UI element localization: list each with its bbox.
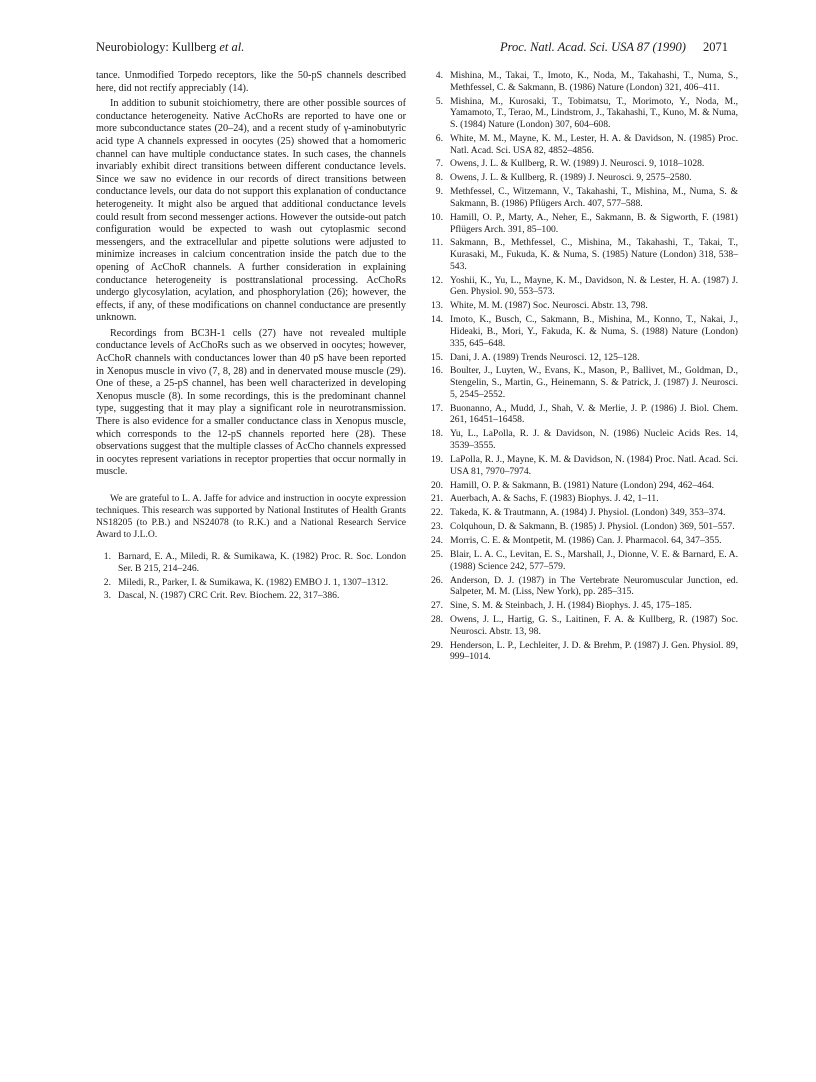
running-header bbox=[96, 40, 728, 62]
reference-text: Sakmann, B., Methfessel, C., Mishina, M., Takahashi, T., Takai, T., Kurasaki, M., Fukuda, K. & Numa, S. (1985) Nature (London) 318, 538–543. bbox=[450, 237, 738, 272]
reference-text: Colquhoun, D. & Sakmann, B. (1985) J. Physiol. (London) 369, 501–557. bbox=[450, 521, 735, 533]
reference-item bbox=[428, 454, 738, 477]
reference-item bbox=[428, 96, 738, 131]
reference-text: Methfessel, C., Witzemann, V., Takahashi, T., Mishina, M., Numa, S. & Sakmann, B. (1986) Pflügers Arch. 407, 577–588. bbox=[450, 186, 738, 209]
reference-text: Sine, S. M. & Steinbach, J. H. (1984) Biophys. J. 45, 175–185. bbox=[450, 600, 692, 612]
reference-item bbox=[428, 640, 738, 663]
reference-item bbox=[428, 600, 738, 612]
left-column bbox=[96, 70, 406, 604]
reference-item bbox=[428, 237, 738, 272]
reference-text: Yoshii, K., Yu, L., Mayne, K. M., Davidson, N. & Lester, H. A. (1987) J. Gen. Physiol. 90, 553–573. bbox=[450, 274, 738, 298]
reference-number: 12. bbox=[431, 274, 443, 286]
reference-text: Takeda, K. & Trautmann, A. (1984) J. Physiol. (London) 349, 353–374. bbox=[450, 507, 726, 519]
reference-text: Hamill, O. P. & Sakmann, B. (1981) Nature (London) 294, 462–464. bbox=[450, 479, 715, 491]
reference-item bbox=[428, 352, 738, 364]
reference-item bbox=[428, 70, 738, 93]
reference-item bbox=[96, 590, 406, 602]
reference-item bbox=[96, 551, 406, 574]
reference-item bbox=[428, 300, 738, 312]
reference-number: 29. bbox=[431, 639, 443, 651]
reference-number: 23. bbox=[431, 521, 443, 533]
reference-item bbox=[428, 403, 738, 426]
reference-number: 18. bbox=[431, 428, 443, 440]
reference-item bbox=[428, 507, 738, 519]
reference-text: White, M. M. (1987) Soc. Neurosci. Abstr. 13, 798. bbox=[450, 300, 648, 312]
acknowledgment: We are grateful to L. A. Jaffe for advice and instruction in oocyte expression techniques. This research was supported by National Institutes of Health Grants NS18205 (to P.B.) and NS24078 (to R.K.) and a National Research Service Award to J.L.O. bbox=[96, 493, 406, 540]
reference-number: 17. bbox=[431, 402, 443, 414]
reference-text: Miledi, R., Parker, I. & Sumikawa, K. (1982) EMBO J. 1, 1307–1312. bbox=[118, 576, 389, 588]
reference-item bbox=[428, 575, 738, 598]
reference-text: White, M. M., Mayne, K. M., Lester, H. A. & Davidson, N. (1985) Proc. Natl. Acad. Sci. USA 82, 4852–4856. bbox=[450, 132, 738, 156]
reference-text: LaPolla, R. J., Mayne, K. M. & Davidson, N. (1984) Proc. Natl. Acad. Sci. USA 81, 7970–7974. bbox=[450, 453, 738, 477]
reference-text: Dani, J. A. (1989) Trends Neurosci. 12, 125–128. bbox=[450, 351, 640, 363]
paragraph: In addition to subunit stoichiometry, there are other possible sources of conductance heterogeneity. Native AcChoRs are reported to have one or more subconductance states (20–24), and a recent study of γ-aminobutyric acid type A channels expressed in oocytes (25) showed that a homomeric channel can have multiple conductance states. In such cases, the channels invariably exhibit direct transitions between different conductance levels. Since we saw no evidence in our records of direct transitions between conductance levels, our data do not support this explanation of conductance heterogeneity. It might also be argued that additional conductance levels could result from second messenger actions. However the outside-out patch configuration would be expected to wash out cytoplasmic second messengers, and the extracellular and pipette solutions were adjusted to minimize increases in calcium concentration inside the patch due to the opening of AcChoR channels. A further consideration in explaining conductance heterogeneity is posttranslational processing. AcChoRs undergo glycosylation, acylation, and phosphorylation (26); however, the effects, if any, of these modifications on channel conductance are presently unknown. bbox=[96, 98, 406, 324]
reference-text: Henderson, L. P., Lechleiter, J. D. & Brehm, P. (1987) J. Gen. Physiol. 89, 999–1014. bbox=[450, 639, 738, 663]
reference-text: Boulter, J., Luyten, W., Evans, K., Mason, P., Ballivet, M., Goldman, D., Stengelin, S., Martin, G., Heinemann, S. & Patrick, J. (1987) J. Neurosci. 5, 2545–2552. bbox=[450, 365, 738, 400]
reference-text: Yu, L., LaPolla, R. J. & Davidson, N. (1986) Nucleic Acids Res. 14, 3539–3555. bbox=[450, 428, 738, 452]
reference-item bbox=[428, 314, 738, 349]
reference-number: 8. bbox=[435, 172, 443, 184]
reference-number: 7. bbox=[435, 158, 443, 170]
reference-item bbox=[428, 133, 738, 156]
reference-item bbox=[428, 493, 738, 505]
reference-number: 20. bbox=[431, 479, 443, 491]
reference-number: 4. bbox=[435, 70, 443, 81]
header-left bbox=[96, 40, 244, 55]
paragraph: Recordings from BC3H-1 cells (27) have not revealed multiple conductance levels of AcChoRs such as we observed in oocytes; however, AcChoR channels with conductances lower than 40 pS have been reported in Xenopus muscle in vivo (7, 8, 28) and in denervated mouse muscle (29). One of these, a 25-pS channel, has been well characterized in developing Xenopus muscle (8). In some recordings, this is the predominant channel type, suggesting that it may play a significant role in neurotransmission. There is also evidence for a smaller conductance class in Xenopus muscle, which corresponds to the 12-pS channels reported here (28). These observations suggest that the multiple classes of AcCho channels expressed in oocytes represent variations in receptor properties that occur normally in muscle. bbox=[96, 327, 406, 478]
reference-number: 6. bbox=[435, 132, 443, 144]
reference-item bbox=[428, 428, 738, 451]
reference-text: Buonanno, A., Mudd, J., Shah, V. & Merlie, J. P. (1986) J. Biol. Chem. 261, 16451–16458. bbox=[450, 402, 738, 426]
reference-number: 2. bbox=[103, 576, 111, 588]
reference-number: 22. bbox=[431, 507, 443, 519]
reference-item bbox=[428, 186, 738, 209]
reference-number: 19. bbox=[431, 453, 443, 465]
header-right bbox=[500, 40, 728, 55]
reference-number: 13. bbox=[431, 300, 443, 312]
reference-item bbox=[428, 549, 738, 572]
reference-text: Auerbach, A. & Sachs, F. (1983) Biophys. J. 42, 1–11. bbox=[450, 493, 659, 505]
reference-item bbox=[428, 614, 738, 637]
reference-text: Anderson, D. J. (1987) in The Vertebrate Neuromuscular Junction, ed. Salpeter, M. M. (Liss, New York), pp. 285–315. bbox=[450, 574, 738, 598]
reference-number: 27. bbox=[431, 600, 443, 612]
reference-number: 10. bbox=[431, 211, 443, 223]
reference-list-left bbox=[96, 551, 406, 602]
reference-number: 21. bbox=[431, 493, 443, 505]
reference-item bbox=[428, 521, 738, 533]
reference-item bbox=[428, 172, 738, 184]
reference-item bbox=[428, 365, 738, 400]
reference-number: 15. bbox=[431, 351, 443, 363]
header-journal: Proc. Natl. Acad. Sci. USA 87 (1990) bbox=[500, 40, 686, 54]
reference-text: Owens, J. L. & Kullberg, R. (1989) J. Neurosci. 9, 2575–2580. bbox=[450, 172, 692, 184]
reference-text: Blair, L. A. C., Levitan, E. S., Marshall, J., Dionne, V. E. & Barnard, E. A. (1988) Science 242, 577–579. bbox=[450, 548, 738, 572]
reference-item bbox=[428, 275, 738, 298]
reference-text: Morris, C. E. & Montpetit, M. (1986) Can. J. Pharmacol. 64, 347–355. bbox=[450, 535, 722, 547]
header-et-al: et al. bbox=[219, 40, 245, 54]
reference-number: 11. bbox=[431, 237, 443, 249]
reference-text: Owens, J. L. & Kullberg, R. W. (1989) J. Neurosci. 9, 1018–1028. bbox=[450, 158, 705, 170]
reference-item bbox=[428, 480, 738, 492]
reference-number: 1. bbox=[103, 551, 111, 562]
page-number: 2071 bbox=[703, 40, 728, 54]
reference-number: 25. bbox=[431, 548, 443, 560]
right-column bbox=[428, 70, 738, 665]
reference-text: Mishina, M., Takai, T., Imoto, K., Noda, M., Takahashi, T., Numa, S., Methfessel, C. & Sakmann, B. (1986) Nature (London) 321, 406–411. bbox=[450, 70, 738, 93]
reference-list-right bbox=[428, 70, 738, 663]
reference-number: 24. bbox=[431, 535, 443, 547]
reference-number: 5. bbox=[435, 95, 443, 107]
reference-number: 26. bbox=[431, 574, 443, 586]
reference-number: 16. bbox=[431, 365, 443, 377]
reference-text: Hamill, O. P., Marty, A., Neher, E., Sakmann, B. & Sigworth, F. (1981) Pflügers Arch. 391, 85–100. bbox=[450, 211, 738, 235]
reference-text: Owens, J. L., Hartig, G. S., Laitinen, F. A. & Kullberg, R. (1987) Soc. Neurosci. Abstr. 13, 98. bbox=[450, 614, 738, 637]
paragraph: tance. Unmodified Torpedo receptors, like the 50-pS channels described here, did not rectify appreciably (14). bbox=[96, 70, 406, 94]
reference-number: 3. bbox=[103, 590, 111, 602]
reference-item bbox=[428, 535, 738, 547]
reference-text: Barnard, E. A., Miledi, R. & Sumikawa, K. (1982) Proc. R. Soc. London Ser. B 215, 214–246. bbox=[118, 551, 406, 574]
reference-number: 14. bbox=[431, 314, 443, 326]
header-section: Neurobiology: Kullberg bbox=[96, 40, 217, 54]
reference-number: 28. bbox=[431, 614, 443, 626]
reference-text: Mishina, M., Kurosaki, T., Tobimatsu, T., Morimoto, Y., Noda, M., Yamamoto, T., Terao, M., Lindstrom, J., Takahashi, T., Kuno, M. & Numa, S. (1984) Nature (London) 307, 604–608. bbox=[450, 95, 738, 130]
reference-item bbox=[428, 212, 738, 235]
reference-text: Dascal, N. (1987) CRC Crit. Rev. Biochem. 22, 317–386. bbox=[118, 590, 340, 602]
reference-item bbox=[428, 158, 738, 170]
reference-item bbox=[96, 577, 406, 589]
reference-text: Imoto, K., Busch, C., Sakmann, B., Mishina, M., Konno, T., Nakai, J., Hideaki, B., Mori, Y., Fakuda, K. & Numa, S. (1988) Nature (London) 335, 645–648. bbox=[450, 314, 738, 349]
reference-number: 9. bbox=[435, 186, 443, 198]
